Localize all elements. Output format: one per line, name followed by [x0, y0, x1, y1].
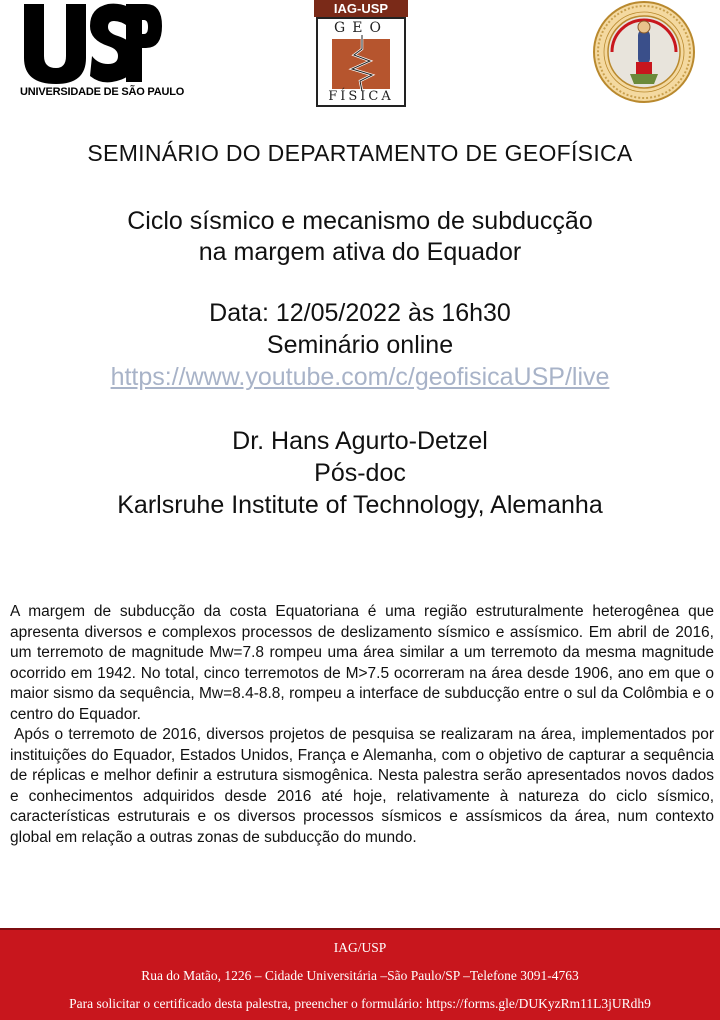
youtube-live-link[interactable]: https://www.youtube.com/c/geofisicaUSP/live [110, 363, 610, 391]
geo-logo-frame [316, 17, 406, 107]
abstract-paragraph-2: Após o terremoto de 2016, diversos projetos de pesquisa se realizaram na área, implementados por instituições do Equador, Estados Unidos, França e Alemanha, com o objetivo de capturar a sequência de réplicas e melhor definir a estrutura sismogênica. Nesta palestra serão apresentados novos dados e conhecimentos adquiridos desde 2016 até hoje, relativamente à natureza do ciclo sísmico, características estruturais e os diversos processos sísmicos e assísmicos da área, num contexto global em relação a outras zonas de subducção do mundo. [10, 726, 714, 846]
abstract-paragraph-1: A margem de subducção da costa Equatoriana é uma região estruturalmente heterogênea que apresenta diversos e complexos processos de deslizamento sísmico e assísmico. Em abril de 2016, um terremoto de magnitude Mw=7.8 rompeu uma área similar a um terremoto da mesma magnitude ocorrido em 1942. No total, cinco terremotos de M>7.5 ocorreram na área desde 1906, ano em que o maior sismo da sequência, Mw=8.4-8.8, rompeu a interface de subducção entre o sul da Colômbia e o centro do Equador. [10, 603, 714, 723]
geo-logo-word-top: GEO [334, 20, 388, 36]
usp-caption: UNIVERSIDADE DE SÃO PAULO [20, 86, 185, 98]
footer [0, 928, 720, 1020]
talk-date: Data: 12/05/2022 às 16h30 [209, 299, 511, 327]
talk-mode: Seminário online [266, 331, 454, 359]
footer-certificate-info: Para solicitar o certificado desta palestra, preencher o formulário: https://forms.gle/DUKyzRm11L3jURdh9 [69, 996, 651, 1011]
seismogram-icon [332, 33, 392, 93]
speaker-role: Pós-doc [314, 459, 406, 487]
observatorio-seal [592, 0, 696, 104]
abstract [10, 602, 714, 848]
footer-address: Rua do Matão, 1226 – Cidade Universitária –São Paulo/SP –Telefone 3091-4763 [141, 968, 579, 983]
speaker-institution: Karlsruhe Institute of Technology, Alemanha [117, 491, 603, 519]
iag-geofisica-logo [314, 0, 408, 110]
talk-title-line-1: Ciclo sísmico e mecanismo de subducção [127, 207, 593, 235]
talk-title [0, 206, 720, 268]
observatory-seal-icon [592, 0, 696, 104]
speaker-name: Dr. Hans Agurto-Detzel [232, 427, 488, 455]
usp-wordmark-icon [22, 2, 162, 84]
footer-org: IAG/USP [333, 940, 387, 955]
usp-logo [18, 0, 185, 104]
talk-title-line-2: na margem ativa do Equador [198, 238, 522, 266]
geo-logo-top-label: IAG-USP [314, 0, 408, 17]
geo-logo-word-bottom: FÍSICA [328, 89, 394, 104]
seminar-header: SEMINÁRIO DO DEPARTAMENTO DE GEOFÍSICA [87, 140, 633, 166]
